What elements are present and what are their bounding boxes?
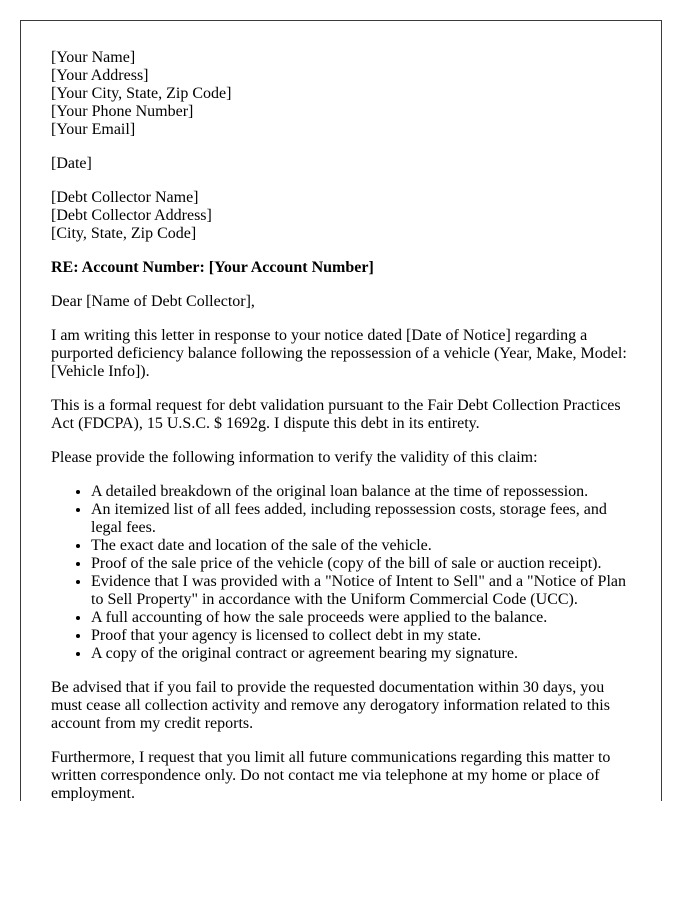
paragraph-communication-limit: Furthermore, I request that you limit all future communications regarding this matter to written correspondence only. Do not contact me via telephone at my home or place of employment. [51, 749, 611, 801]
list-item-sale-price-proof: • Proof of the sale price of the vehicle (copy of the bill of sale or auction receipt). [91, 555, 634, 573]
recipient-city-state-zip: [City, State, Zip Code] [51, 225, 197, 242]
sender-name: [Your Name] [51, 49, 136, 66]
paragraph-notice-response: I am writing this letter in response to your notice dated [Date of Notice] regarding a purported deficiency balance following the repossession of a vehicle (Year, Make, Model: [Vehicle Info]). [51, 327, 627, 380]
salutation: Dear [Name of Debt Collector], [51, 293, 255, 310]
sender-phone: [Your Phone Number] [51, 103, 194, 120]
paragraph-validation-request: This is a formal request for debt validation pursuant to the Fair Debt Collection Practices Act (FDCPA), 15 U.S.C. $ 1692g. I dispute this debt in its entirety. [51, 397, 621, 432]
list-item-proceeds-accounting: • A full accounting of how the sale proceeds were applied to the balance. [91, 609, 634, 627]
subject-line: RE: Account Number: [Your Account Number] [51, 259, 374, 276]
list-item-loan-breakdown: • A detailed breakdown of the original loan balance at the time of repossession. [91, 483, 634, 501]
sender-city-state-zip: [Your City, State, Zip Code] [51, 85, 232, 102]
paragraph-deadline-warning: Be advised that if you fail to provide the requested documentation within 30 days, you must cease all collection activity and remove any derogatory information related to this account from my credit reports. [51, 679, 610, 732]
sender-address-block [51, 49, 634, 139]
sender-address: [Your Address] [51, 67, 149, 84]
letter-page [20, 20, 662, 801]
list-item-original-contract: • A copy of the original contract or agreement bearing my signature. [91, 645, 634, 663]
date-line: [Date] [51, 155, 92, 172]
list-item-sale-date-location: • The exact date and location of the sale of the vehicle. [91, 537, 634, 555]
list-item-itemized-fees: • An itemized list of all fees added, including repossession costs, storage fees, and legal fees. [91, 501, 634, 537]
recipient-address-block [51, 189, 634, 243]
sender-email: [Your Email] [51, 121, 136, 138]
list-item-notice-evidence: • Evidence that I was provided with a "Notice of Intent to Sell" and a "Notice of Plan to Sell Property" in accordance with the Uniform Commercial Code (UCC). [91, 573, 634, 609]
requested-items-list [51, 483, 634, 663]
list-item-license-proof: • Proof that your agency is licensed to collect debt in my state. [91, 627, 634, 645]
recipient-address: [Debt Collector Address] [51, 207, 212, 224]
recipient-name: [Debt Collector Name] [51, 189, 199, 206]
paragraph-list-intro: Please provide the following information to verify the validity of this claim: [51, 449, 538, 466]
